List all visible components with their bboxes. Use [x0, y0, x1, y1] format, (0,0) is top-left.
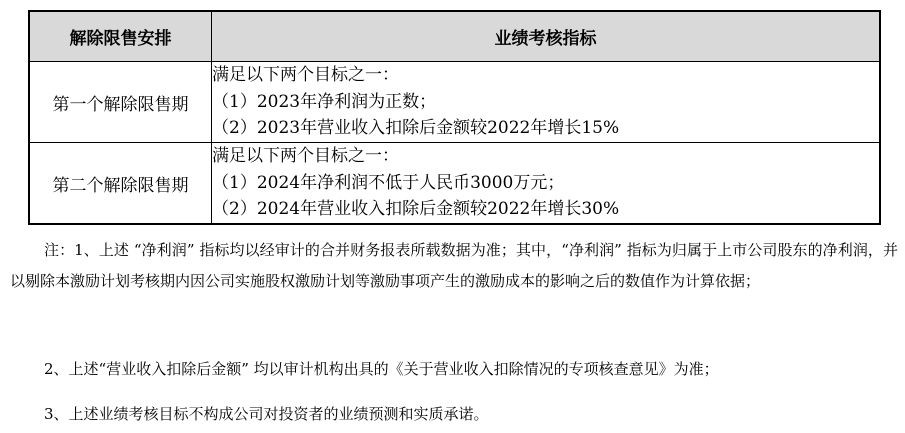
header-performance-indicator: 业绩考核指标 — [212, 11, 881, 62]
note-2: 2、上述“营业收入扣除后金额” 均以审计机构出具的《关于营业收入扣除情况的专项核查意见》为准； — [44, 360, 719, 378]
indicator-cell — [212, 143, 881, 225]
table-header-row — [29, 11, 880, 62]
release-period-cell: 第一个解除限售期 — [29, 62, 212, 143]
performance-table — [28, 10, 881, 225]
indicator-line: 满足以下两个目标之一： — [212, 65, 399, 85]
notes-section — [10, 235, 898, 423]
header-release-arrangement: 解除限售安排 — [29, 11, 212, 62]
table-row — [29, 143, 880, 225]
indicator-cell — [212, 62, 881, 143]
indicator-line: 满足以下两个目标之一： — [212, 146, 399, 166]
table-row — [29, 62, 880, 143]
note-3: 3、上述业绩考核目标不构成公司对投资者的业绩预测和实质承诺。 — [44, 405, 489, 423]
indicator-line: （2）2024年营业收入扣除后金额较2022年增长30% — [212, 199, 620, 219]
indicator-line: （1）2023年净利润为正数； — [212, 91, 437, 112]
note-1: 注：1、上述 “净利润” 指标均以经审计的合并财务报表所载数据为准；其中，“净利润” 指标为归属于上市公司股东的净利润，并以剔除本激励计划考核期内因公司实施股权激励计划等激励事项产生的激励成本的影响之后的数值作为计算依据； — [10, 241, 898, 290]
indicator-line: （1）2024年净利润不低于人民币3000万元； — [212, 172, 565, 193]
release-period-cell: 第二个解除限售期 — [29, 143, 212, 225]
indicator-line: （2）2023年营业收入扣除后金额较2022年增长15% — [212, 118, 620, 138]
